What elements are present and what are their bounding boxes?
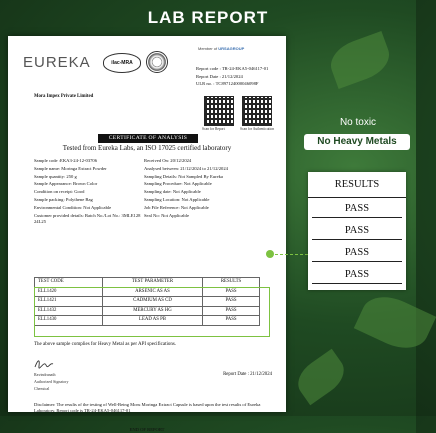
no-heavy-metals-badge: No Heavy Metals — [304, 134, 410, 150]
info-line: Customer provided details: Batch No./Lot No.: 3MLE128 24L25 — [34, 212, 141, 224]
signatory-title: Authorized Signatory — [34, 379, 69, 384]
leaf-decoration — [354, 287, 436, 357]
info-line: Sample packing: Polythene Bag — [34, 197, 93, 203]
connector-line — [270, 254, 308, 255]
info-line: Sample quantity: 250 g — [34, 173, 77, 179]
info-line: Sampling Location: Not Applicable — [144, 197, 210, 203]
ilac-logo: ilac-MRA — [103, 53, 141, 73]
no-toxic-label: No toxic — [339, 117, 377, 128]
table-cell: ELL1420 — [35, 287, 103, 297]
table-header-row — [35, 278, 260, 288]
table-cell: ELL1421 — [35, 297, 103, 307]
compliance-note: The above sample complies for Heavy Metal as per API specifications. — [34, 342, 177, 347]
info-line: Seal No: Not Applicable — [144, 212, 190, 218]
table-header: TEST PARAMETER — [102, 278, 202, 288]
disclaimer: Disclaimer: The results of the testing of Well-Being Moru Moringa Extract Capsule is based upon the test results of Eureka Laboratory. Report code is TR-24-EKA5-046117-01 — [34, 402, 261, 413]
table-cell: ARSENIC AS AS — [102, 287, 202, 297]
sampling-info — [144, 158, 264, 221]
table-cell: MERCURY AS HG — [102, 306, 202, 316]
table-cell: ELL1430 — [35, 316, 103, 326]
report-meta — [196, 66, 274, 89]
info-line: Sample code :EKA3-24-12-03706 — [34, 158, 98, 163]
highlight-bracket — [34, 287, 270, 337]
info-line: Sampling Procedure: Not Applicable — [144, 181, 212, 187]
info-line: Job File Reference: Not Applicable — [144, 204, 209, 210]
info-line: Condition on receipt: Good — [34, 189, 85, 195]
table-cell: PASS — [203, 306, 260, 316]
eureka-logo: EUREKA — [23, 54, 91, 71]
banner-title: LAB REPORT — [147, 8, 269, 27]
banner — [0, 0, 416, 36]
table-cell: PASS — [203, 316, 260, 326]
member-prefix: Member of — [198, 46, 218, 51]
table-cell: LEAD AS PB — [102, 316, 202, 326]
results-panel-row: PASS — [312, 221, 402, 240]
qr-caption: Scan for Authentication — [240, 127, 275, 131]
coa-subtitle: Tested from Eureka Labs, an ISO 17025 certified laboratory — [62, 144, 232, 152]
table-cell: PASS — [203, 287, 260, 297]
signatory-name: Ravindranath — [34, 372, 56, 377]
coa-title: CERTIFICATE OF ANALYSIS — [98, 134, 198, 143]
info-line: Sampling Details: Not Sampled By Eureka — [144, 173, 223, 179]
leaf-decoration — [325, 31, 395, 89]
member-brand: URSAGROUP — [218, 46, 245, 51]
accreditation-seal-icon — [146, 51, 168, 73]
results-panel-row: PASS — [312, 243, 402, 262]
info-line: Sample name: Moringa Extract Powder — [34, 165, 107, 171]
info-line: Analysed between: 21/12/2024 to 21/12/2024 — [144, 165, 228, 171]
qr-caption: Scan for Report — [202, 127, 225, 131]
info-line: Sampling date: Not Applicable — [144, 189, 201, 195]
table-cell: PASS — [203, 297, 260, 307]
leaf-decoration — [291, 349, 351, 406]
sample-info — [34, 158, 142, 226]
results-panel-row: PASS — [312, 265, 402, 284]
report-date: Report Date : 21/12/2024 — [196, 73, 243, 79]
qr-code-icon — [204, 96, 234, 126]
info-line: Environmental Condition: Not Applicable — [34, 204, 112, 210]
member-of — [198, 46, 244, 51]
results-panel-header: RESULTS — [308, 172, 406, 198]
certificate-document — [8, 36, 286, 432]
results-panel — [308, 172, 406, 290]
signatory-dept: Chemical — [34, 386, 50, 391]
table-cell: ELL1432 — [35, 306, 103, 316]
table-cell: CADMIUM AS CD — [102, 297, 202, 307]
ulr-number: ULR no. : TC897124000046098F — [196, 81, 259, 87]
report-code: Report code : TR-24-EKA5-046117-01 — [196, 66, 269, 71]
results-panel-row: PASS — [312, 199, 402, 218]
info-line: Received On: 20/12/2024 — [144, 158, 192, 163]
connector-dot — [266, 250, 274, 258]
end-of-report: END OF REPORT — [129, 427, 165, 432]
table-header: RESULTS — [203, 278, 260, 288]
signatory-block — [34, 372, 69, 393]
report-date-bottom: Report Date : 21/12/2024 — [223, 372, 272, 377]
signature-icon — [34, 358, 54, 370]
table-header: TEST CODE — [35, 278, 103, 288]
info-line: Sample Appearance: Brown Color — [34, 181, 98, 187]
company-name: Mora Impex Private Limited — [34, 94, 94, 99]
qr-code-icon — [242, 96, 272, 126]
